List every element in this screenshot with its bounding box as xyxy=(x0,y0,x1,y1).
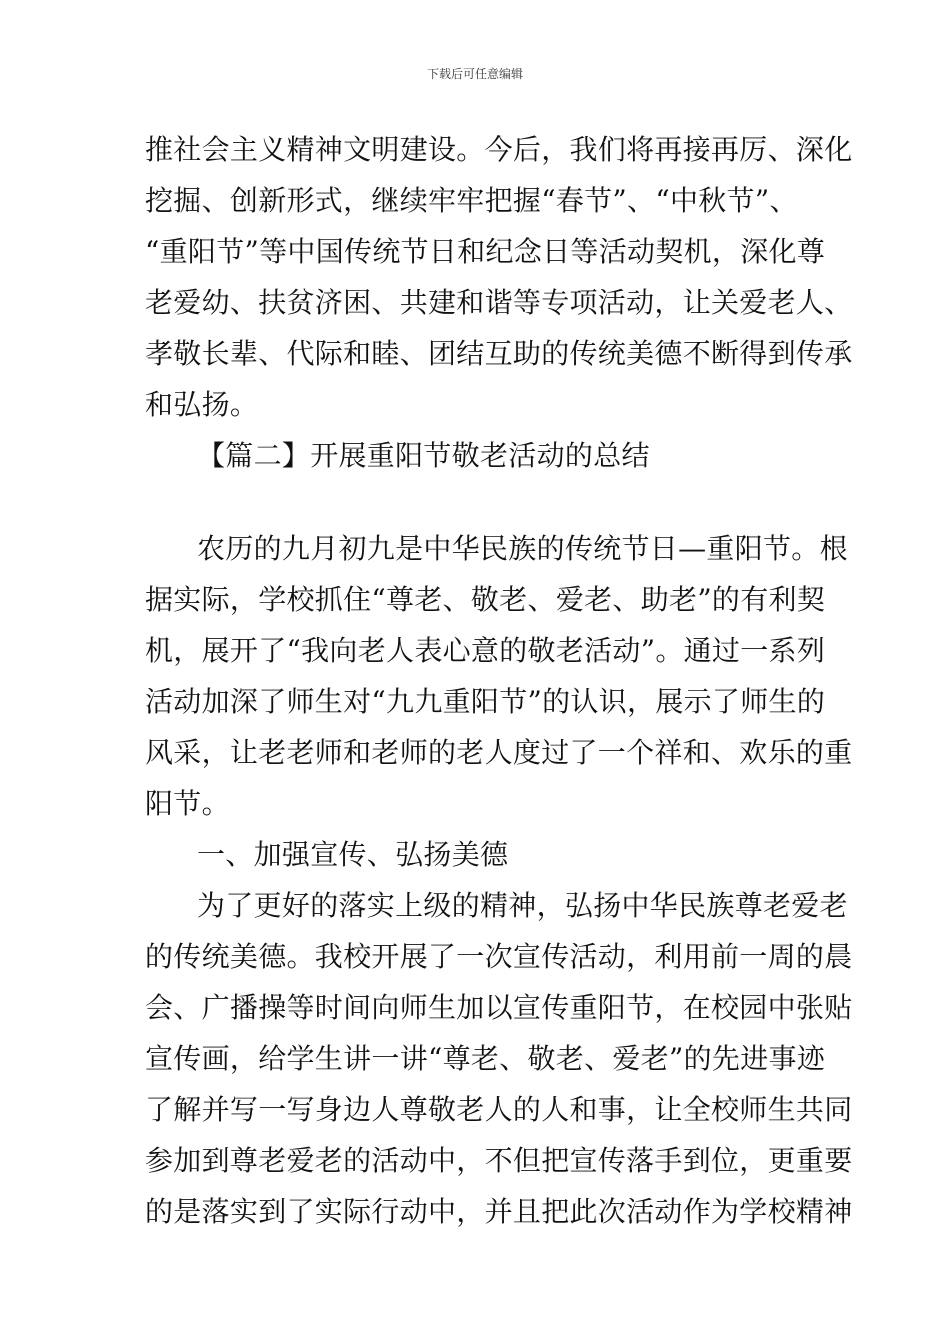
text-line: 宣传画，给学生讲一讲“尊老、敬老、爱老”的先进事迹 xyxy=(145,1042,826,1075)
text-line: 活动加深了师生对“九九重阳节”的认识，展示了师生的 xyxy=(145,685,826,718)
section-two-body xyxy=(145,523,853,1237)
text-line: 老爱幼、扶贫济困、共建和谐等专项活动，让关爱老人、 xyxy=(145,286,853,319)
text-line: 了解并写一写身边人尊敬老人的人和事，让全校师生共同 xyxy=(145,1093,853,1126)
previous-section-paragraph xyxy=(145,124,853,481)
text-line: 为了更好的落实上级的精神，弘扬中华民族尊老爱老 xyxy=(197,889,848,922)
subsection-heading: 一、加强宣传、弘扬美德 xyxy=(197,838,509,871)
text-line: 推社会主义精神文明建设。今后，我们将再接再厉、深化 xyxy=(145,133,853,166)
text-line: 挖掘、创新形式，继续牢牢把握“春节”、“中秋节”、 xyxy=(145,184,798,217)
text-line: 风采，让老老师和老师的老人度过了一个祥和、欢乐的重 xyxy=(145,736,853,769)
text-line: 据实际，学校抓住“尊老、敬老、爱老、助老”的有利契 xyxy=(145,583,826,616)
text-line: “重阳节”等中国传统节日和纪念日等活动契机，深化尊 xyxy=(145,235,826,268)
text-line: 孝敬长辈、代际和睦、团结互助的传统美德不断得到传承 xyxy=(145,337,853,370)
text-line: 农历的九月初九是中华民族的传统节日—重阳节。根 xyxy=(197,532,848,565)
section-heading: 【篇二】开展重阳节敬老活动的总结 xyxy=(197,439,650,472)
text-line: 参加到尊老爱老的活动中，不但把宣传落手到位，更重要 xyxy=(145,1144,853,1177)
text-line: 和弘扬。 xyxy=(145,388,259,421)
page-header-note: 下载后可任意编辑 xyxy=(426,67,523,81)
text-line: 的是落实到了实际行动中，并且把此次活动作为学校精神 xyxy=(145,1195,853,1228)
text-line: 的传统美德。我校开展了一次宣传活动，利用前一周的晨 xyxy=(145,940,853,973)
text-line: 机，展开了“我向老人表心意的敬老活动”。通过一系列 xyxy=(145,634,826,667)
text-line: 会、广播操等时间向师生加以宣传重阳节，在校园中张贴 xyxy=(145,991,853,1024)
text-line: 阳节。 xyxy=(145,787,230,820)
